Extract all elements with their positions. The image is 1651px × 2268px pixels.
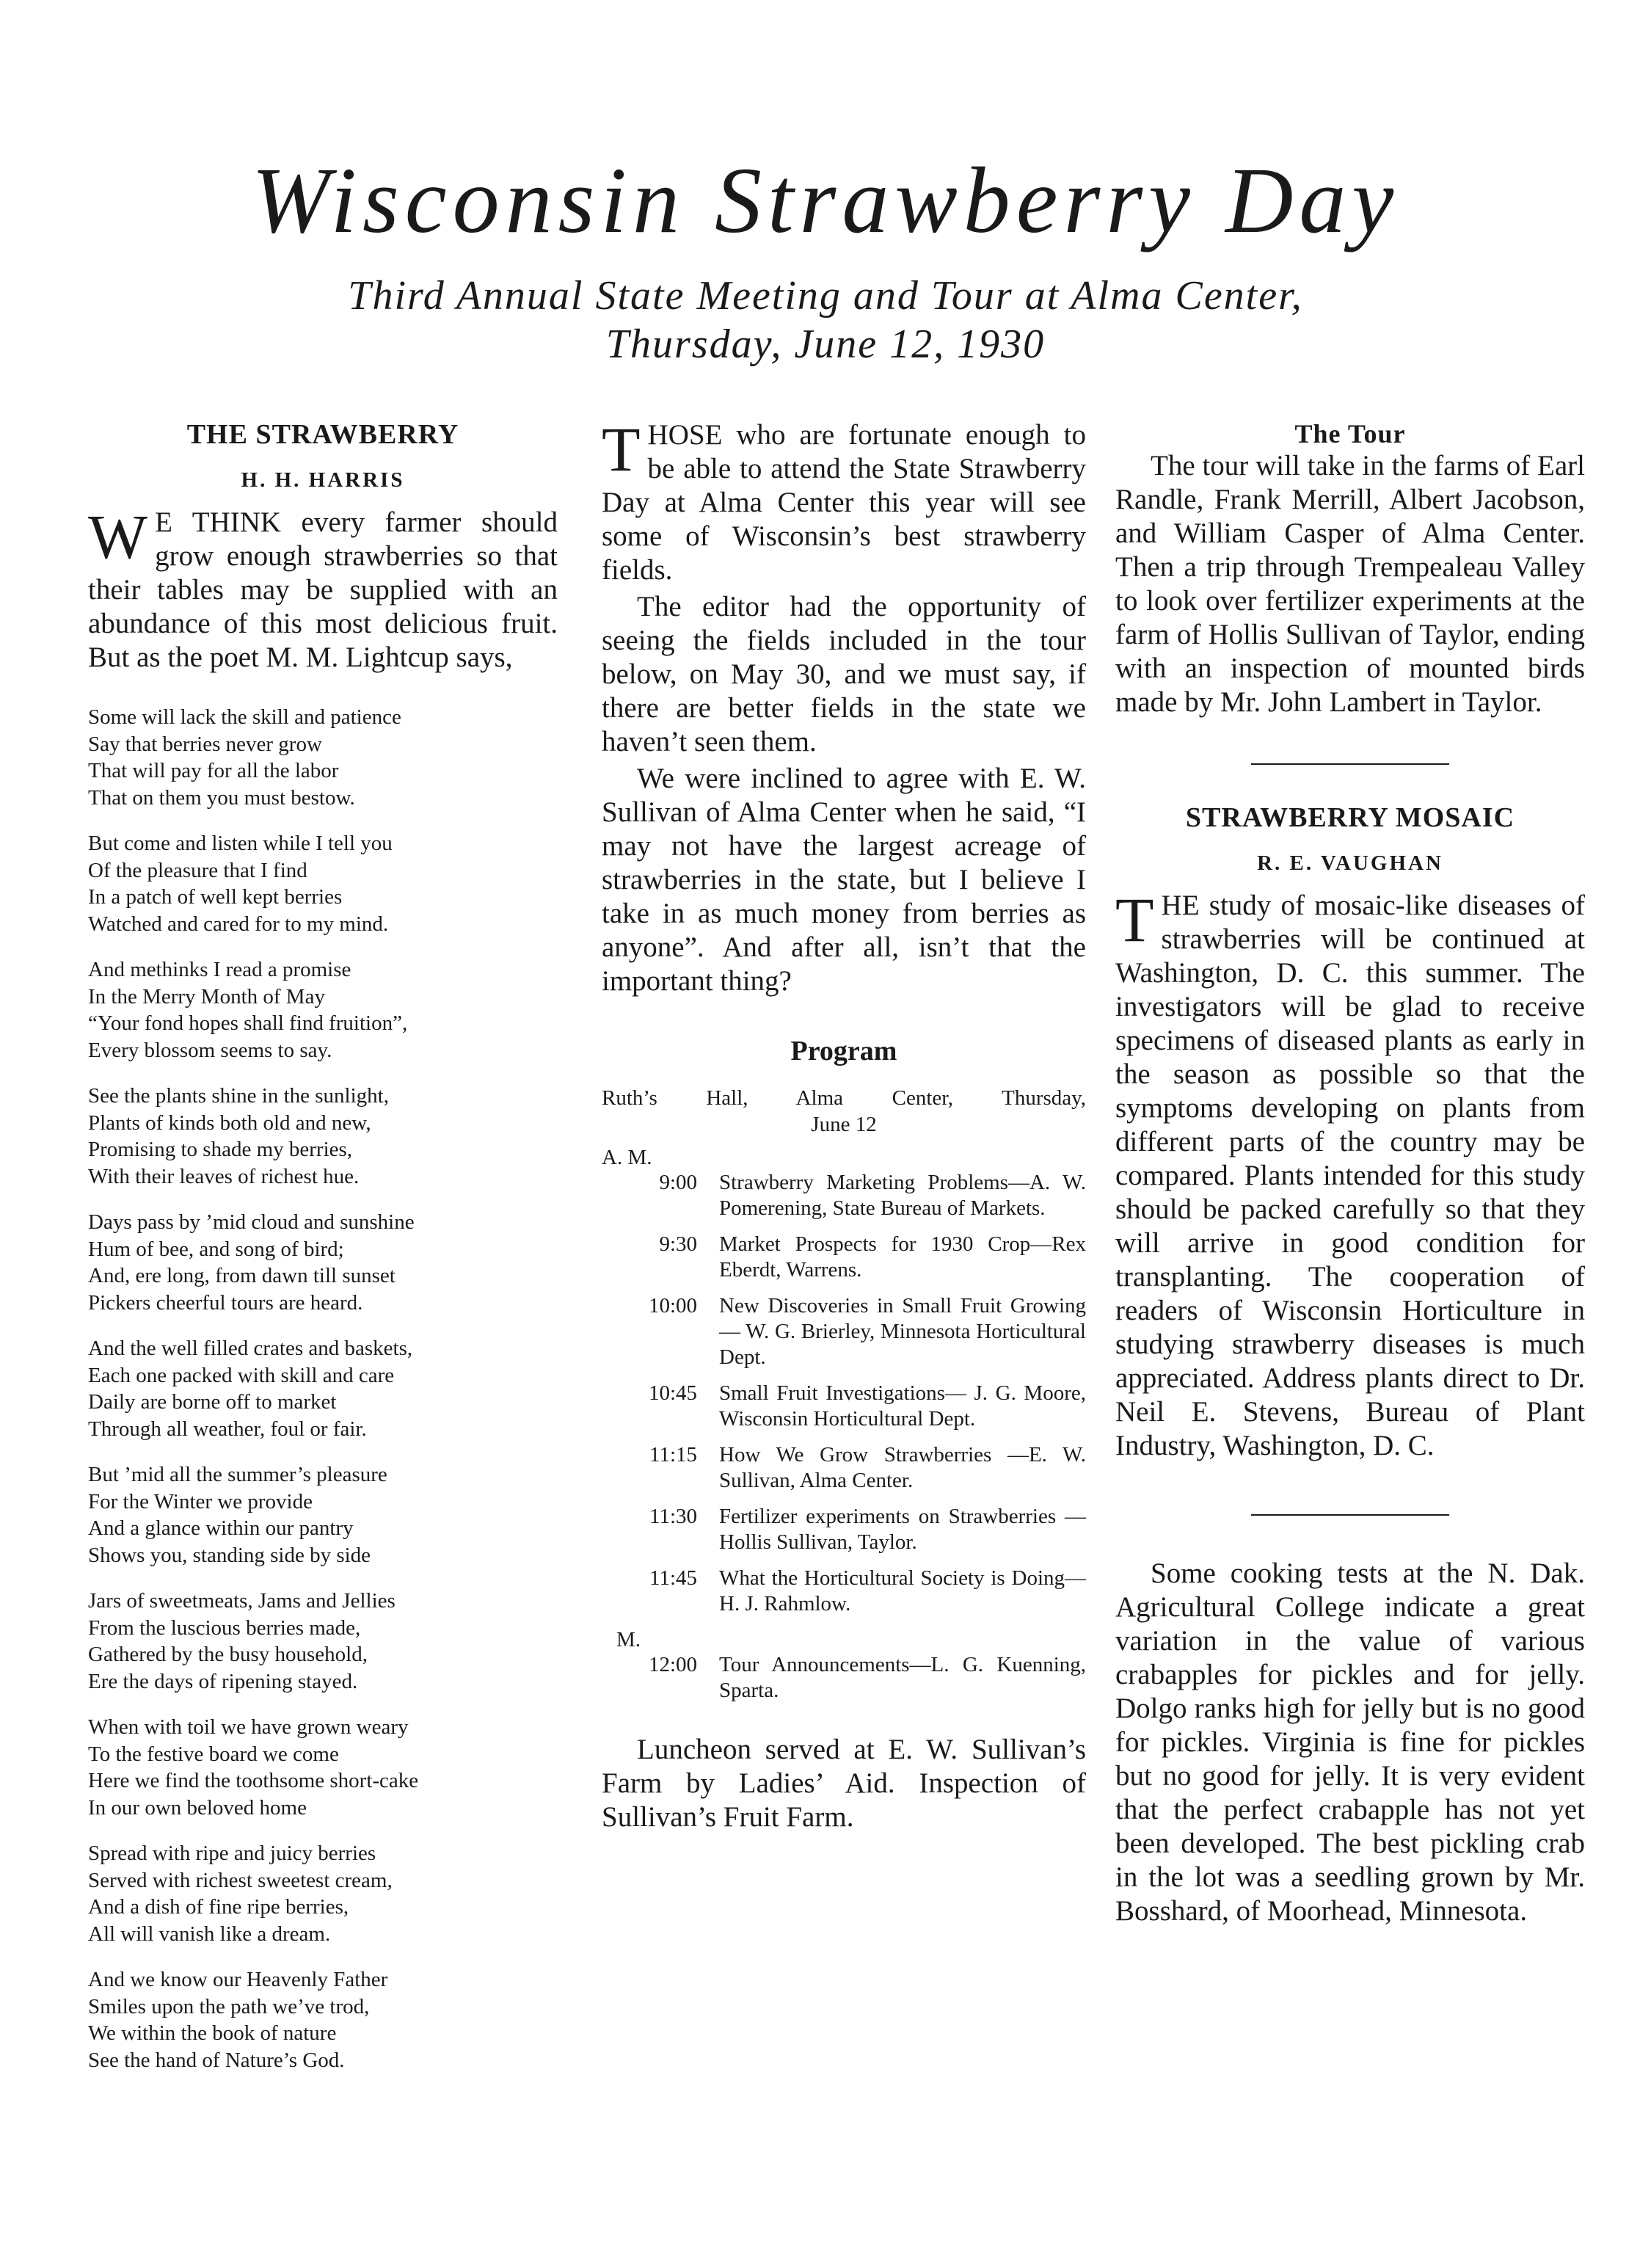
program-description: New Discoveries in Small Fruit Growing — W. G. Brierley, Minnesota Horticultural Dept. — [719, 1294, 1086, 1369]
program-description: Market Prospects for 1930 Crop—Rex Eberdt, Warrens. — [719, 1232, 1086, 1282]
poem-line: See the hand of Nature’s God. — [88, 2048, 345, 2072]
poem-line: Hum of bee, and song of bird; — [88, 1237, 344, 1261]
poem-line: Gathered by the busy household, — [88, 1643, 368, 1666]
poem-line: From the luscious berries made, — [88, 1615, 361, 1640]
poem-line: Watched and cared for to my mind. — [88, 912, 389, 936]
poem-stanza — [88, 1335, 558, 1442]
poem-line: In a patch of well kept berries — [88, 885, 343, 909]
page-subtitle — [0, 272, 1651, 368]
poem-line: But ’mid all the summer’s pleasure — [88, 1463, 387, 1486]
program-item — [602, 1381, 1086, 1432]
program-time: 10:00 — [648, 1294, 697, 1317]
poem-line: Of the pleasure that I find — [88, 858, 307, 882]
program-time: 9:30 — [659, 1232, 697, 1256]
poem-stanza — [88, 830, 558, 937]
program-item — [602, 1652, 1086, 1704]
strawberry-poem — [88, 704, 558, 2073]
poem-line: For the Winter we provide — [88, 1489, 313, 1513]
program-description: Small Fruit Investigations— J. G. Moore, Wisconsin Horticultural Dept. — [719, 1381, 1086, 1431]
poem-line: But come and listen while I tell you — [88, 832, 393, 855]
poem-line: Days pass by ’mid cloud and sunshine — [88, 1210, 415, 1234]
poem-stanza — [88, 1966, 558, 2073]
program-description: How We Grow Strawberries —E. W. Sullivan, Alma Center. — [719, 1443, 1086, 1492]
program-time: 11:30 — [649, 1505, 697, 1528]
column-program — [602, 414, 1086, 1834]
poem-line: And a dish of fine ripe berries, — [88, 1895, 349, 1919]
subtitle-line-2: Thursday, June 12, 1930 — [605, 321, 1046, 367]
program-description: Fertilizer experiments on Strawberries — Hollis Sullivan, Taylor. — [719, 1505, 1086, 1554]
luncheon-note: Luncheon served at E. W. Sullivan’s Farm by Ladies’ Aid. Inspection of Sullivan’s Fruit Farm. — [602, 1734, 1086, 1833]
poem-line: We within the book of nature — [88, 2021, 337, 2045]
poem-line: “Your fond hopes shall find fruition”, — [88, 1011, 408, 1035]
poem-stanza — [88, 1714, 558, 1821]
page-title: Wisconsin Strawberry Day — [251, 148, 1400, 252]
program-item — [602, 1442, 1086, 1494]
program-description: What the Horticultural Society is Doing—H. J. Rahmlow. — [719, 1566, 1086, 1615]
subtitle-line-1: Third Annual State Meeting and Tour at Alma Center, — [348, 273, 1303, 319]
crabapple-text: Some cooking tests at the N. Dak. Agricultural College indicate a great variation in the value of various crabapples for pickles and for jelly. Dolgo ranks high for jelly but is no good for pickles. Virginia is fine for pickles but no good for jelly. It is very evident that the perfect crabapple has not yet been developed. The best pickling crab in the lot was a seedling grown by Mr. Bosshard, of Moorhead, Minnesota. — [1115, 1558, 1585, 1927]
poem-line: With their leaves of richest hue. — [88, 1164, 360, 1188]
poem-stanza — [88, 1461, 558, 1569]
program-description: Tour Announcements—L. G. Kuenning, Sparta. — [719, 1653, 1086, 1702]
tour-text: The tour will take in the farms of Earl Randle, Frank Merrill, Albert Jacobson, and William Casper of Alma Center. Then a trip through Trempealeau Valley to look over fertilizer experiments at the farm of Hollis Sullivan of Taylor, ending with an inspection of mounted birds made by Mr. John Lambert in Taylor. — [1115, 450, 1585, 718]
strawberry-author: H. H. HARRIS — [241, 468, 405, 492]
poem-stanza — [88, 1840, 558, 1947]
poem-line: Shows you, standing side by side — [88, 1543, 371, 1567]
middle-dropcap: T — [602, 414, 641, 484]
mosaic-text-body: HE study of mosaic-like diseases of strawberries will be continued at Washington, D. C. this summer. The investigators will be glad to receive specimens of diseased plants as early in the season as possible so that the symptoms developing on plants from different parts of the country may be compared. Plants intended for this study should be packed carefully so that they will arrive in good condition for transplanting. The cooperation of readers of Wisconsin Horticulture in studying strawberry diseases is much appreciated. Address plants direct to Dr. Neil E. Stevens, Bureau of Plant Industry, Washington, D. C. — [1115, 890, 1585, 1461]
program-pm-list — [602, 1652, 1086, 1704]
middle-paragraph-3: We were inclined to agree with E. W. Sullivan of Alma Center when he said, “I may not have the largest acreage of strawberries in the state, but I believe I take in as much money from berries as anyone”. And after all, isn’t that the important thing? — [602, 763, 1086, 997]
program-am-list — [602, 1170, 1086, 1617]
middle-paragraph-1-text: HOSE who are fortunate enough to be able to attend the State Strawberry Day at Alma Center this year will see some of Wisconsin’s best strawberry fields. — [602, 419, 1086, 586]
column-tour — [1115, 418, 1585, 1928]
poem-line: Each one packed with skill and care — [88, 1363, 395, 1387]
poem-line: Ere the days of ripening stayed. — [88, 1669, 358, 1693]
poem-line: Jars of sweetmeats, Jams and Jellies — [88, 1589, 396, 1613]
program-time: 11:45 — [649, 1566, 697, 1590]
poem-line: Promising to shade my berries, — [88, 1138, 353, 1161]
program-location-line-2: June 12 — [811, 1113, 877, 1136]
poem-stanza — [88, 1588, 558, 1695]
program-time: 9:00 — [659, 1171, 697, 1194]
middle-paragraph-2: The editor had the opportunity of seeing the fields included in the tour below, on May 30, and we must say, if there are better fields in the state we haven’t seen them. — [602, 591, 1086, 757]
program-item — [602, 1504, 1086, 1555]
poem-line: Say that berries never grow — [88, 732, 322, 756]
poem-line: Daily are borne off to market — [88, 1390, 337, 1414]
program-time: 12:00 — [648, 1653, 697, 1676]
poem-line: And the well filled crates and baskets, — [88, 1337, 413, 1360]
poem-line: Pickers cheerful tours are heard. — [88, 1290, 363, 1315]
divider-rule — [1251, 763, 1449, 765]
program-time: 10:45 — [648, 1381, 697, 1405]
poem-line: And we know our Heavenly Father — [88, 1968, 388, 1991]
program-location-line-1: Ruth’s Hall, Alma Center, Thursday, — [602, 1086, 1086, 1110]
poem-stanza — [88, 1209, 558, 1316]
mosaic-author: R. E. VAUGHAN — [1257, 851, 1443, 875]
poem-line: Through all weather, foul or fair. — [88, 1417, 367, 1441]
mosaic-dropcap: T — [1115, 884, 1154, 955]
program-item — [602, 1170, 1086, 1221]
poem-line: All will vanish like a dream. — [88, 1922, 331, 1946]
poem-stanza — [88, 1083, 558, 1190]
poem-line: To the festive board we come — [88, 1742, 339, 1766]
program-item — [602, 1566, 1086, 1617]
strawberry-intro-text: E THINK every farmer should grow enough strawberries so that their tables may be supplied with an abundance of this most delicious fruit. But as the poet M. M. Lightcup says, — [88, 506, 558, 673]
column-strawberry — [88, 418, 558, 2093]
middle-paragraph-1 — [602, 414, 1086, 587]
poem-line: Every blossom seems to say. — [88, 1038, 332, 1062]
poem-stanza — [88, 704, 558, 811]
poem-stanza — [88, 956, 558, 1064]
program-item — [602, 1293, 1086, 1370]
poem-line: See the plants shine in the sunlight, — [88, 1084, 389, 1108]
tour-heading: The Tour — [1294, 419, 1406, 448]
poem-line: In our own beloved home — [88, 1795, 307, 1820]
poem-line: And methinks I read a promise — [88, 958, 351, 981]
poem-line: Served with richest sweetest cream, — [88, 1868, 393, 1892]
strawberry-dropcap: W — [88, 501, 148, 572]
poem-line: Plants of kinds both old and new, — [88, 1111, 371, 1135]
poem-line: Here we find the toothsome short-cake — [88, 1769, 419, 1792]
divider-rule — [1251, 1514, 1449, 1516]
poem-line: Spread with ripe and juicy berries — [88, 1842, 376, 1865]
program-am-label: A. M. — [602, 1146, 652, 1169]
program-location — [602, 1085, 1086, 1138]
poem-line: In the Merry Month of May — [88, 984, 325, 1008]
poem-line: That on them you must bestow. — [88, 785, 355, 810]
mosaic-heading: STRAWBERRY MOSAIC — [1185, 802, 1515, 833]
program-description: Strawberry Marketing Problems—A. W. Pomerening, State Bureau of Markets. — [719, 1171, 1086, 1220]
program-item — [602, 1232, 1086, 1283]
poem-line: Some will lack the skill and patience — [88, 705, 401, 729]
program-pm-label: M. — [616, 1628, 641, 1651]
strawberry-intro — [88, 501, 558, 675]
poem-line: Smiles upon the path we’ve trod, — [88, 1994, 370, 2018]
poem-line: That will pay for all the labor — [88, 759, 339, 782]
program-heading: Program — [790, 1036, 897, 1066]
poem-line: When with toil we have grown weary — [88, 1715, 409, 1739]
strawberry-heading: THE STRAWBERRY — [186, 419, 459, 450]
mosaic-text — [1115, 884, 1585, 1463]
poem-line: And a glance within our pantry — [88, 1516, 354, 1540]
program-time: 11:15 — [649, 1443, 697, 1466]
poem-line: And, ere long, from dawn till sunset — [88, 1264, 396, 1287]
